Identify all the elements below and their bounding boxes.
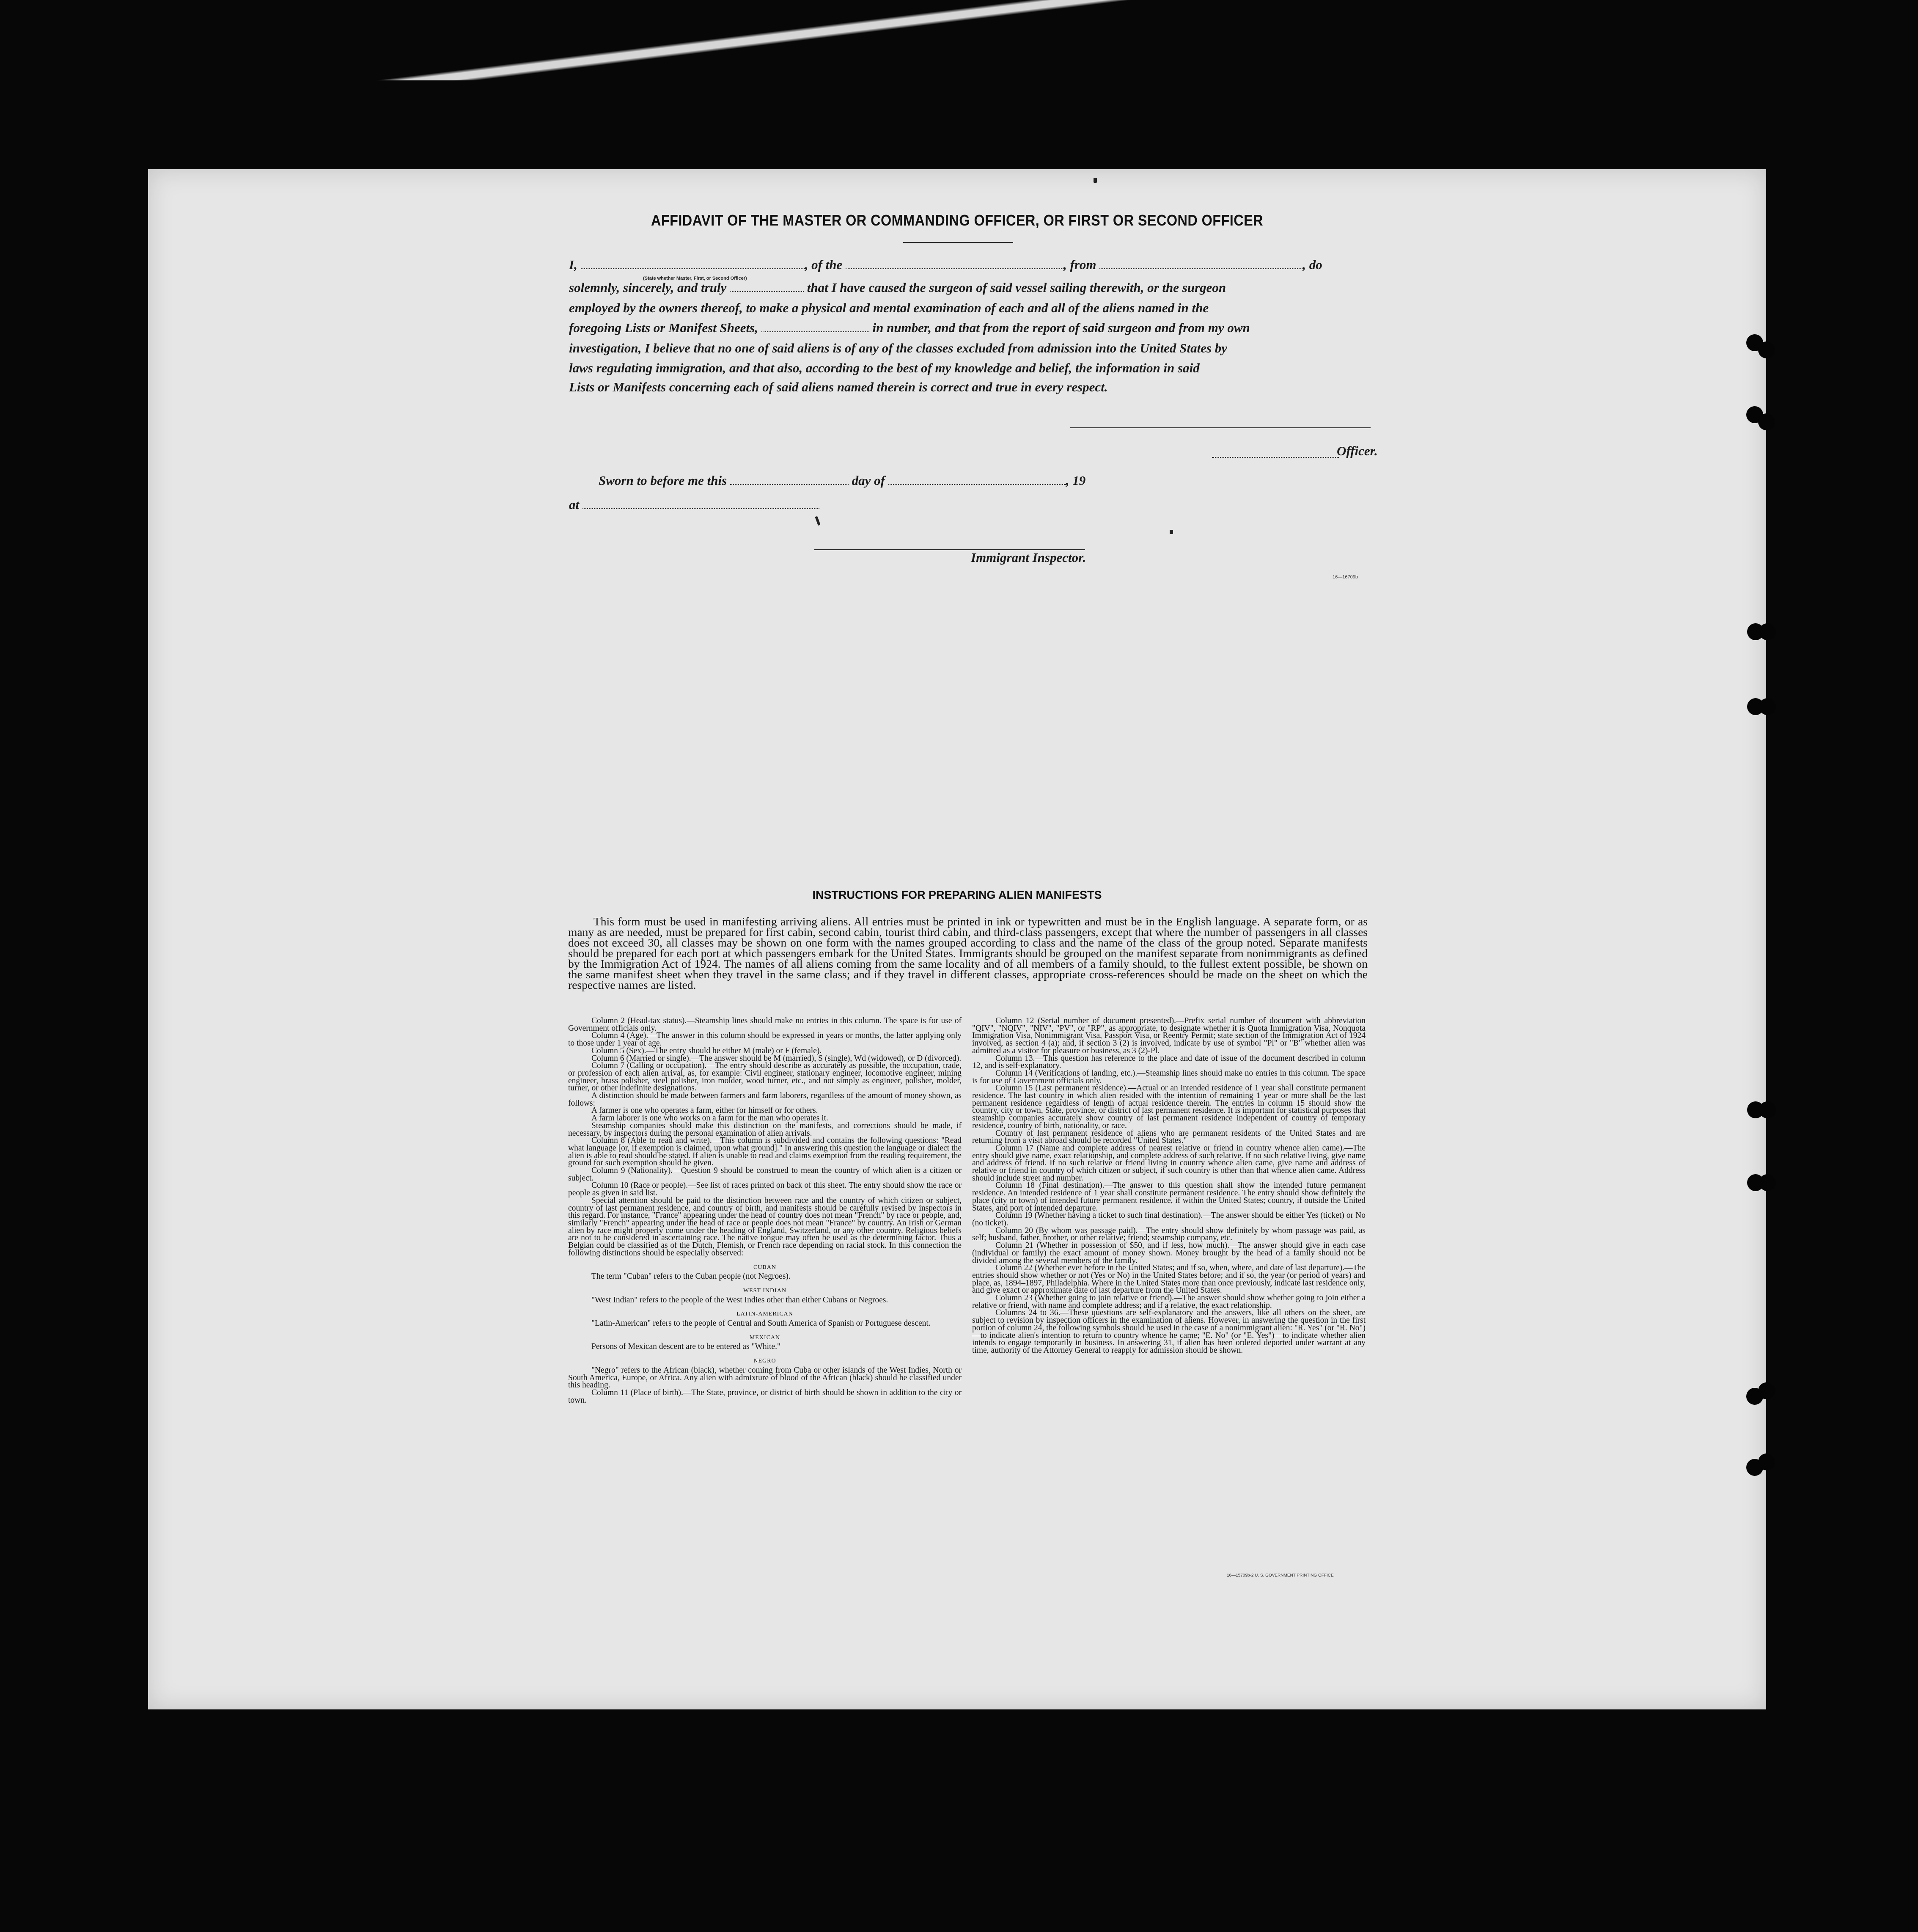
latin-american-definition: "Latin-American" refers to the people of Central and South America of Spanish or Portuguese descent.: [591, 1319, 931, 1328]
printing-office-code: 16—15709b-2 U. S. GOVERNMENT PRINTING OFFICE: [1227, 1573, 1334, 1578]
latin-american-heading: LATIN-AMERICAN: [736, 1311, 793, 1318]
instructions-right-column: [972, 1017, 1366, 1354]
instruction-paragraph: Column 22 (Whether ever before in the United States; and if so, when, where, and date of last departure).—The entries should show whether or not (Yes or No) in the United States before; and if so, the year (or period of years) and place, as, 1894–1897, Philadelphia. Where in the United States more than once previously, indicate last residence only, and give exact or approximate date of last departure from the United States.: [972, 1263, 1366, 1295]
of-the-label: , of the: [805, 257, 843, 272]
binder-hole: [1746, 1380, 1775, 1401]
instructions-title: INSTRUCTIONS FOR PREPARING ALIEN MANIFESTS: [812, 889, 1102, 901]
instruction-paragraph: Column 20 (By whom was passage paid).—The entry should show definitely by whom passage was paid, as self; husband, father, brother, or other relative; friend; steamship company, etc.: [972, 1226, 1366, 1243]
instruction-paragraph: Column 14 (Verifications of landing, etc.).—Steamship lines should make no entries in this column. The space is for use of Government officials only.: [972, 1068, 1366, 1085]
instruction-paragraph: Steamship companies should make this distinction on the manifests, and corrections should be made, if necessary, by inspectors during the personal examination of alien arrivals.: [568, 1121, 962, 1138]
west-indian-definition: "West Indian" refers to the people of the West Indies other than either Cubans or Negroes.: [591, 1295, 888, 1305]
ink-speck: [1094, 178, 1097, 183]
affirm-blank: [730, 284, 804, 292]
title-underline: [903, 242, 1013, 243]
instruction-paragraph: Column 15 (Last permanent residence).—Actual or an intended residence of 1 year shall constitute permanent residence. The last country in which alien resided with the intention of remaining 1 year or more shall be the last permanent residence regardless of length of actual residence therein. The entries in column 15 should show the country, city or town, State, province, or district of last permanent residence. It is important for statistical purposes that steamship companies accurately show country of last permanent residence independent of country of temporary residence, country of birth, nationality, or race.: [972, 1084, 1366, 1130]
affidavit-line-2: [569, 280, 1373, 295]
binder-hole: [1746, 332, 1775, 353]
officer-signature-line: [1070, 427, 1371, 428]
line4-start: foregoing Lists or Manifest Sheets,: [569, 320, 758, 335]
instruction-paragraph: Column 2 (Head-tax status).—Steamship lines should make no entries in this column. The space is for use of Government officials only.: [568, 1016, 962, 1033]
instruction-paragraph: Column 4 (Age).—The answer in this column should be expressed in years or months, the latter applying only to those under 1 year of age.: [568, 1031, 962, 1048]
officer-rank-blank: [581, 261, 805, 269]
do-label: , do: [1302, 257, 1322, 272]
instruction-paragraph: Column 21 (Whether in possession of $50, and if less, how much).—The answer should give in each case (individual or family) the exact amount of money shown. Money brought by the head of a family should not be divided among the several members of the family.: [972, 1241, 1366, 1265]
port-from-blank: [1099, 261, 1302, 269]
line2-end: that I have caused the surgeon of said vessel sailing therewith, or the surgeon: [807, 280, 1226, 295]
i-label: I,: [569, 257, 577, 272]
sworn-day-label: day of: [852, 473, 885, 488]
mexican-definition: Persons of Mexican descent are to be entered as "White.": [591, 1342, 780, 1351]
affidavit-line-5: investigation, I believe that no one of said aliens is of any of the classes excluded from admission into the United States by: [569, 341, 1228, 355]
instruction-paragraph: Special attention should be paid to the distinction between race and the country of which citizen or subject, country of last permanent residence, and country of birth, and manifests should be carefully revised by inspectors in this regard. For instance, "France" appearing under the head of country does not mean "French" by race or people, and, similarly "French" appearing under the head of race or people does not mean "France" by country. An Irish or German alien by race might properly come under the heading of England, Switzerland, or any other country. Religious beliefs are not to be considered in ascertaining race. The native tongue may often be used as the determining factor. Thus a Belgian could be classified as of the Dutch, Flemish, or French race depending on racial stock. In this connection the following distinctions should be especially observed:: [568, 1196, 962, 1258]
instruction-paragraph: Column 19 (Whether having a ticket to such final destination).—The answer should be either Yes (ticket) or No (no ticket).: [972, 1211, 1366, 1227]
binder-hole: [1747, 696, 1776, 717]
binder-hole: [1747, 1172, 1776, 1193]
instruction-paragraph: Column 5 (Sex).—The entry should be either M (male) or F (female).: [591, 1046, 822, 1055]
affidavit-line-3: employed by the owners thereof, to make a physical and mental examination of each and all of the aliens named in the: [569, 300, 1209, 315]
affidavit-line-1: [569, 257, 1373, 272]
at-line: [569, 497, 1373, 512]
instruction-paragraph: A farm laborer is one who works on a farm for the man who operates it.: [591, 1114, 828, 1123]
sworn-month-blank: [888, 477, 1066, 485]
instructions-left-column: [568, 1017, 962, 1404]
at-label: at: [569, 497, 580, 512]
film-edge-line: [0, 0, 1918, 80]
binder-hole: [1747, 621, 1776, 642]
instruction-paragraph: Column 10 (Race or people).—See list of races printed on back of this sheet. The entry should show the race or people as given in said list.: [568, 1181, 962, 1198]
instruction-paragraph: Country of last permanent residence of aliens who are permanent residents of the United States and are returning from a visit abroad should be recorded "United States.": [972, 1128, 1366, 1145]
instruction-paragraph: Columns 24 to 36.—These questions are self-explanatory and the answers, like all others on the sheet, are subject to revision by inspection officers in the examination of aliens. However, in answering the question in the first portion of column 24, the following symbols should be used in the case of a nonimmigrant alien: "R. Yes" (or "R. No")—to indicate alien's intention to return to country whence he came; "E. No" (or "E. Yes")—to indicate whether alien intends to engage temporarily in business. In answering 31, if alien has been ordered deported under warrant at any time, authority of the Attorney General to reapply for admission should be shown.: [972, 1308, 1366, 1355]
ink-speck: [815, 516, 820, 526]
ink-speck: [1170, 530, 1173, 534]
officer-label: Officer.: [1337, 443, 1378, 458]
affidavit-line-4: [569, 320, 1373, 336]
west-indian-heading: WEST INDIAN: [743, 1287, 787, 1294]
column-11-instruction: Column 11 (Place of birth).—The State, province, or district of birth should be shown in addition to the city or town.: [568, 1388, 962, 1405]
instruction-paragraph: Column 18 (Final destination).—The answer to this question shall show the intended future permanent residence. An intended residence of 1 year shall constitute permanent residence. The entry should show definitely the place (city or town) of intended future permanent residence, if within the United States; country, if outside the United States, and port of intended departure.: [972, 1181, 1366, 1213]
place-blank: [583, 501, 819, 509]
officer-title-blank: [1212, 457, 1339, 458]
negro-definition: "Negro" refers to the African (black), whether coming from Cuba or other islands of the West Indies, North or South America, Europe, or Africa. Any alien with admixture of blood of the African (black) should be classified under this heading.: [568, 1365, 962, 1390]
line4-end: in number, and that from the report of said surgeon and from my own: [872, 320, 1250, 335]
affidavit-line-7: Lists or Manifests concerning each of said aliens named therein is correct and true in every respect.: [569, 380, 1108, 394]
binder-hole: [1746, 1451, 1775, 1472]
binder-hole: [1746, 404, 1775, 425]
cuban-heading: CUBAN: [753, 1264, 776, 1271]
line2-start: solemnly, sincerely, and truly: [569, 280, 727, 295]
document-page: [148, 169, 1766, 1709]
form-code: 16—16709b: [1333, 575, 1358, 580]
instruction-paragraph: Column 8 (Able to read and write).—This column is subdivided and contains the following questions: "Read what language [or, if exemption is claimed, upon what ground]." In answering this question the language or dialect the alien is able to read should be stated. If alien is unable to read and claims exemption from the reading requirement, the ground for such exemption should be given.: [568, 1136, 962, 1168]
rank-footnote: (State whether Master, First, or Second Officer): [643, 276, 747, 281]
instruction-paragraph: Column 17 (Name and complete address of nearest relative or friend in country whence alien came).—The entry should give name, exact relationship, and complete address of such relative. If no such relative living, give name and address of friend. If no such relative or friend living in country whence alien came, give name and address of relative or friend in country of which citizen or subject, if such country is other than that whence alien came. Address should include street and number.: [972, 1143, 1366, 1183]
sworn-start: Sworn to before me this: [599, 473, 727, 488]
inspector-label: Immigrant Inspector.: [971, 550, 1086, 565]
instruction-paragraph: Column 7 (Calling or occupation).—The entry should describe as accurately as possible, the occupation, trade, or profession of each alien arrival, as, for example: Civil engineer, stationary engineer, locomotive engineer, mining engineer, brass polisher, steel polisher, iron molder, wood turner, etc., and not simply as engineer, polisher, molder, turner, or other indefinite designations.: [568, 1061, 962, 1093]
instruction-paragraph: Column 9 (Nationality).—Question 9 should be construed to mean the country of which alien is a citizen or subject.: [568, 1166, 962, 1183]
instruction-paragraph: Column 6 (Married or single).—The answer should be M (married), S (single), Wd (widowed), or D (divorced).: [591, 1054, 962, 1063]
sheet-count-blank: [761, 325, 869, 332]
sworn-line: [599, 473, 1402, 488]
instruction-paragraph: Column 13.—This question has reference to the place and date of issue of the document described in column 12, and is self-explanatory.: [972, 1054, 1366, 1071]
vessel-name-blank: [846, 261, 1063, 269]
from-label: , from: [1063, 257, 1096, 272]
binder-hole: [1747, 1099, 1776, 1120]
affidavit-line-6: laws regulating immigration, and that also, according to the best of my knowledge and belief, the information in said: [569, 361, 1200, 375]
instruction-paragraph: Column 12 (Serial number of document presented).—Prefix serial number of document with abbreviation "QIV", "NQIV", "NIV", "PV", or "RP", as appropriate, to designate whether it is Quota Immigration Visa, Nonquota Immigration Visa, Nonimmigrant Visa, Passport Visa, or Reentry Permit; state section of the Immigration Act of 1924 involved, as section 4 (a); and, if section 3 (2) is involved, indicate by use of symbol "Pl" or "B" whether alien was admitted as a visitor for pleasure or business, as 3 (2)-Pl.: [972, 1016, 1366, 1055]
cuban-definition: The term "Cuban" refers to the Cuban people (not Negroes).: [591, 1272, 791, 1281]
instruction-paragraph: A farmer is one who operates a farm, either for himself or for others.: [591, 1106, 818, 1115]
sworn-year-label: , 19: [1066, 473, 1086, 488]
instructions-intro: This form must be used in manifesting arriving aliens. All entries must be printed in ink or typewritten and must be in the English language. A separate form, or as many as are needed, must be prepared for first cabin, second cabin, tourist third cabin, and third-class passengers, except that where the number of passengers in all classes does not exceed 30, all classes may be shown on one form with the names grouped according to class and the name of the class of the group noted. Separate manifests should be prepared for each port at which passengers embark for the United States. Immigrants should be grouped on the manifest separate from nonimmigrants as defined by the Immigration Act of 1924. The names of all aliens coming from the same locality and of all members of a family should, to the fullest extent possible, be shown on the same manifest sheet when they travel in the same class; and if they travel in different classes, appropriate cross-references should be made on the sheet on which the respective names are listed.: [568, 915, 1368, 991]
mexican-heading: MEXICAN: [749, 1334, 780, 1341]
instruction-paragraph: A distinction should be made between farmers and farm laborers, regardless of the amount of money shown, as follows:: [568, 1091, 962, 1108]
sworn-day-blank: [730, 477, 849, 485]
instruction-paragraph: Column 23 (Whether going to join relative or friend).—The answer should show whether going to join either a relative or friend, with name and complete address; and if a relative, the exact relationship.: [972, 1294, 1366, 1310]
affidavit-title: AFFIDAVIT OF THE MASTER OR COMMANDING OFFICER, OR FIRST OR SECOND OFFICER: [651, 212, 1264, 229]
negro-heading: NEGRO: [753, 1358, 776, 1365]
